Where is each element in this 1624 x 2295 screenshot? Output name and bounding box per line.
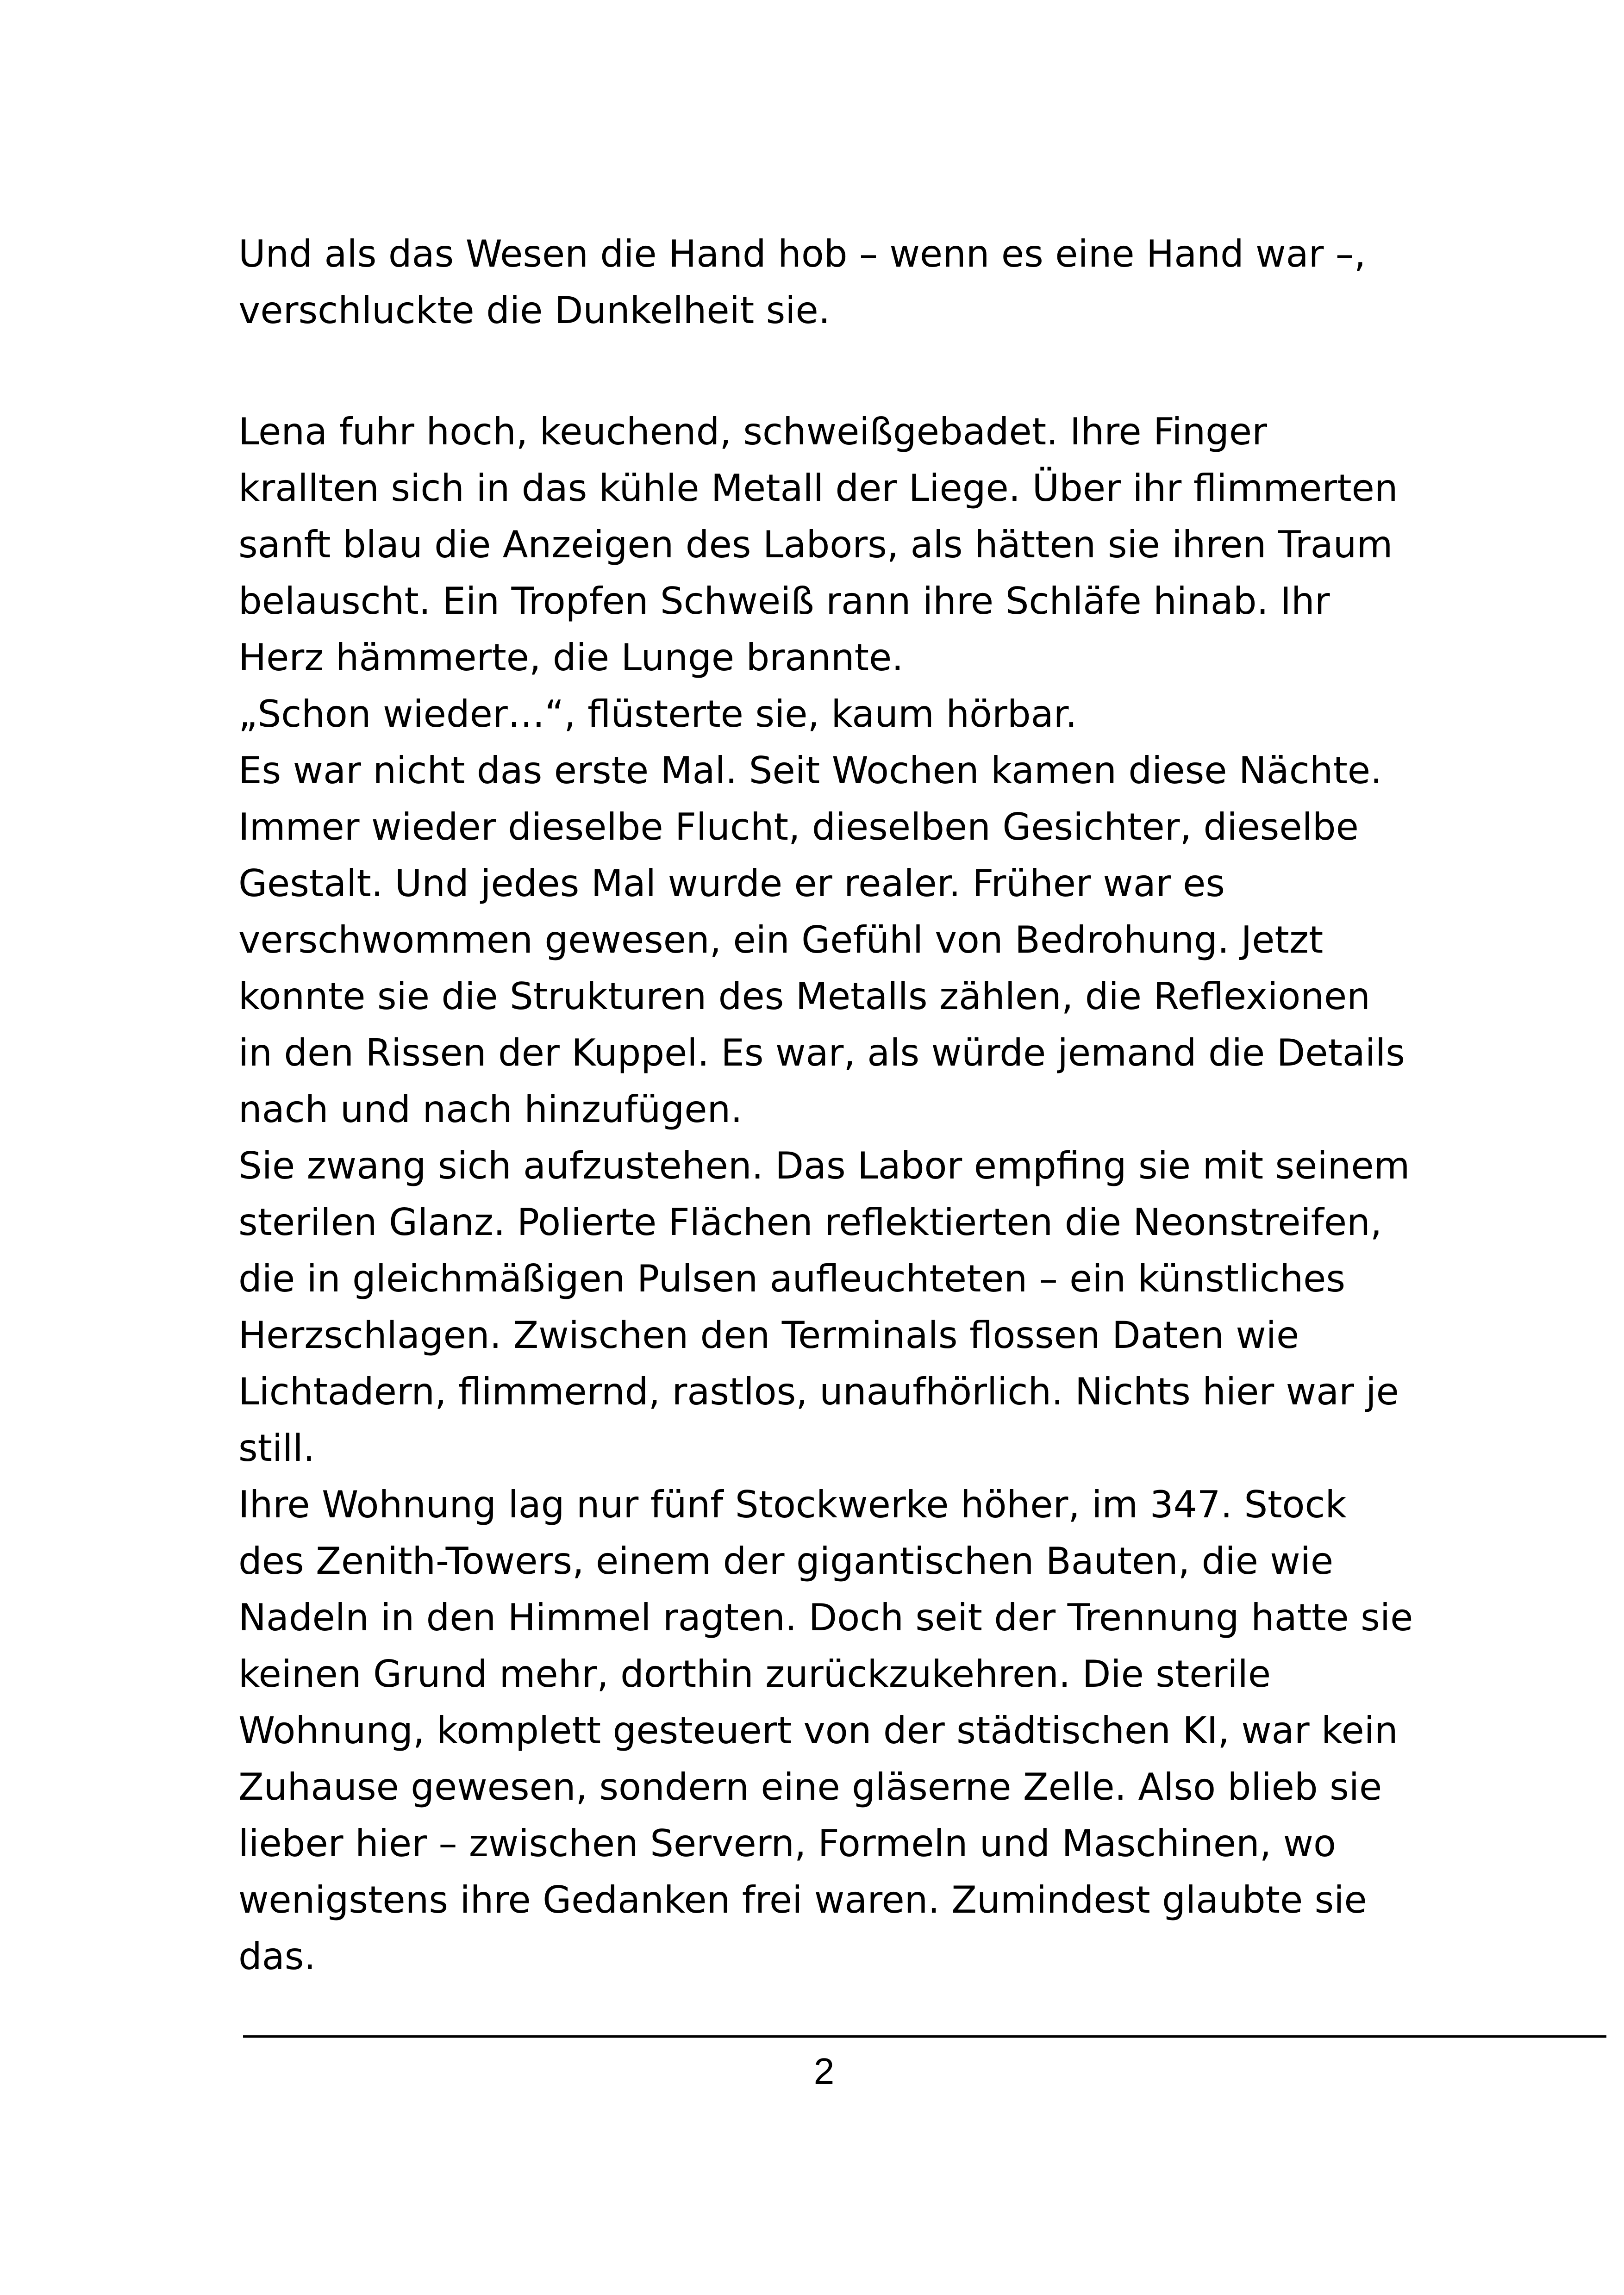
text-line: Wohnung, komplett gesteuert von der städtischen KI, war kein [238, 1709, 1398, 1752]
text-line: belauscht. Ein Tropfen Schweiß rann ihre Schläfe hinab. Ihr [238, 580, 1330, 623]
text-line: sanft blau die Anzeigen des Labors, als hätten sie ihren Traum [238, 523, 1393, 566]
text-line: wenigstens ihre Gedanken frei waren. Zumindest glaubte sie [238, 1878, 1367, 1921]
text-line: Nadeln in den Himmel ragten. Doch seit der Trennung hatte sie [238, 1596, 1413, 1639]
text-line: Zuhause gewesen, sondern eine gläserne Zelle. Also blieb sie [238, 1765, 1382, 1809]
text-line: in den Rissen der Kuppel. Es war, als würde jemand die Details [238, 1031, 1405, 1074]
text-line: keinen Grund mehr, dorthin zurückzukehren. Die sterile [238, 1653, 1271, 1696]
paragraph-1 [238, 226, 1442, 339]
text-line: Sie zwang sich aufzustehen. Das Labor empfing sie mit seinem [238, 1144, 1410, 1187]
footer-divider [243, 2035, 1606, 2038]
page-number: 2 [813, 2051, 835, 2092]
text-line: Herz hämmerte, die Lunge brannte. [238, 636, 904, 679]
text-line: „Schon wieder…“, flüsterte sie, kaum hörbar. [238, 692, 1077, 736]
text-line: Es war nicht das erste Mal. Seit Wochen kamen diese Nächte. [238, 749, 1382, 792]
text-line: verschluckte die Dunkelheit sie. [238, 289, 831, 332]
text-line: Herzschlagen. Zwischen den Terminals flossen Daten wie [238, 1314, 1299, 1357]
text-line: Lichtadern, flimmernd, rastlos, unaufhörlich. Nichts hier war je [238, 1370, 1399, 1413]
paragraph-gap [238, 339, 1442, 404]
text-line: des Zenith-Towers, einem der gigantischen Bauten, die wie [238, 1540, 1334, 1583]
text-line: Und als das Wesen die Hand hob – wenn es eine Hand war –, [238, 232, 1366, 275]
text-line: Lena fuhr hoch, keuchend, schweißgebadet. Ihre Finger [238, 410, 1268, 453]
text-line: krallten sich in das kühle Metall der Liege. Über ihr flimmerten [238, 467, 1398, 510]
text-line: konnte sie die Strukturen des Metalls zählen, die Reflexionen [238, 975, 1370, 1018]
text-line: verschwommen gewesen, ein Gefühl von Bedrohung. Jetzt [238, 918, 1324, 961]
text-line: sterilen Glanz. Polierte Flächen reflektierten die Neonstreifen, [238, 1201, 1382, 1244]
text-line: die in gleichmäßigen Pulsen aufleuchteten – ein künstliches [238, 1257, 1346, 1300]
text-body [238, 226, 1442, 1985]
text-line: nach und nach hinzufügen. [238, 1088, 743, 1131]
text-line: Ihre Wohnung lag nur fünf Stockwerke höher, im 347. Stock [238, 1483, 1347, 1526]
text-line: das. [238, 1935, 316, 1978]
text-line: lieber hier – zwischen Servern, Formeln und Maschinen, wo [238, 1822, 1336, 1865]
text-line: still. [238, 1427, 315, 1470]
paragraph-2 [238, 404, 1442, 1985]
text-line: Gestalt. Und jedes Mal wurde er realer. Früher war es [238, 862, 1225, 905]
text-line: Immer wieder dieselbe Flucht, dieselben Gesichter, dieselbe [238, 805, 1359, 848]
